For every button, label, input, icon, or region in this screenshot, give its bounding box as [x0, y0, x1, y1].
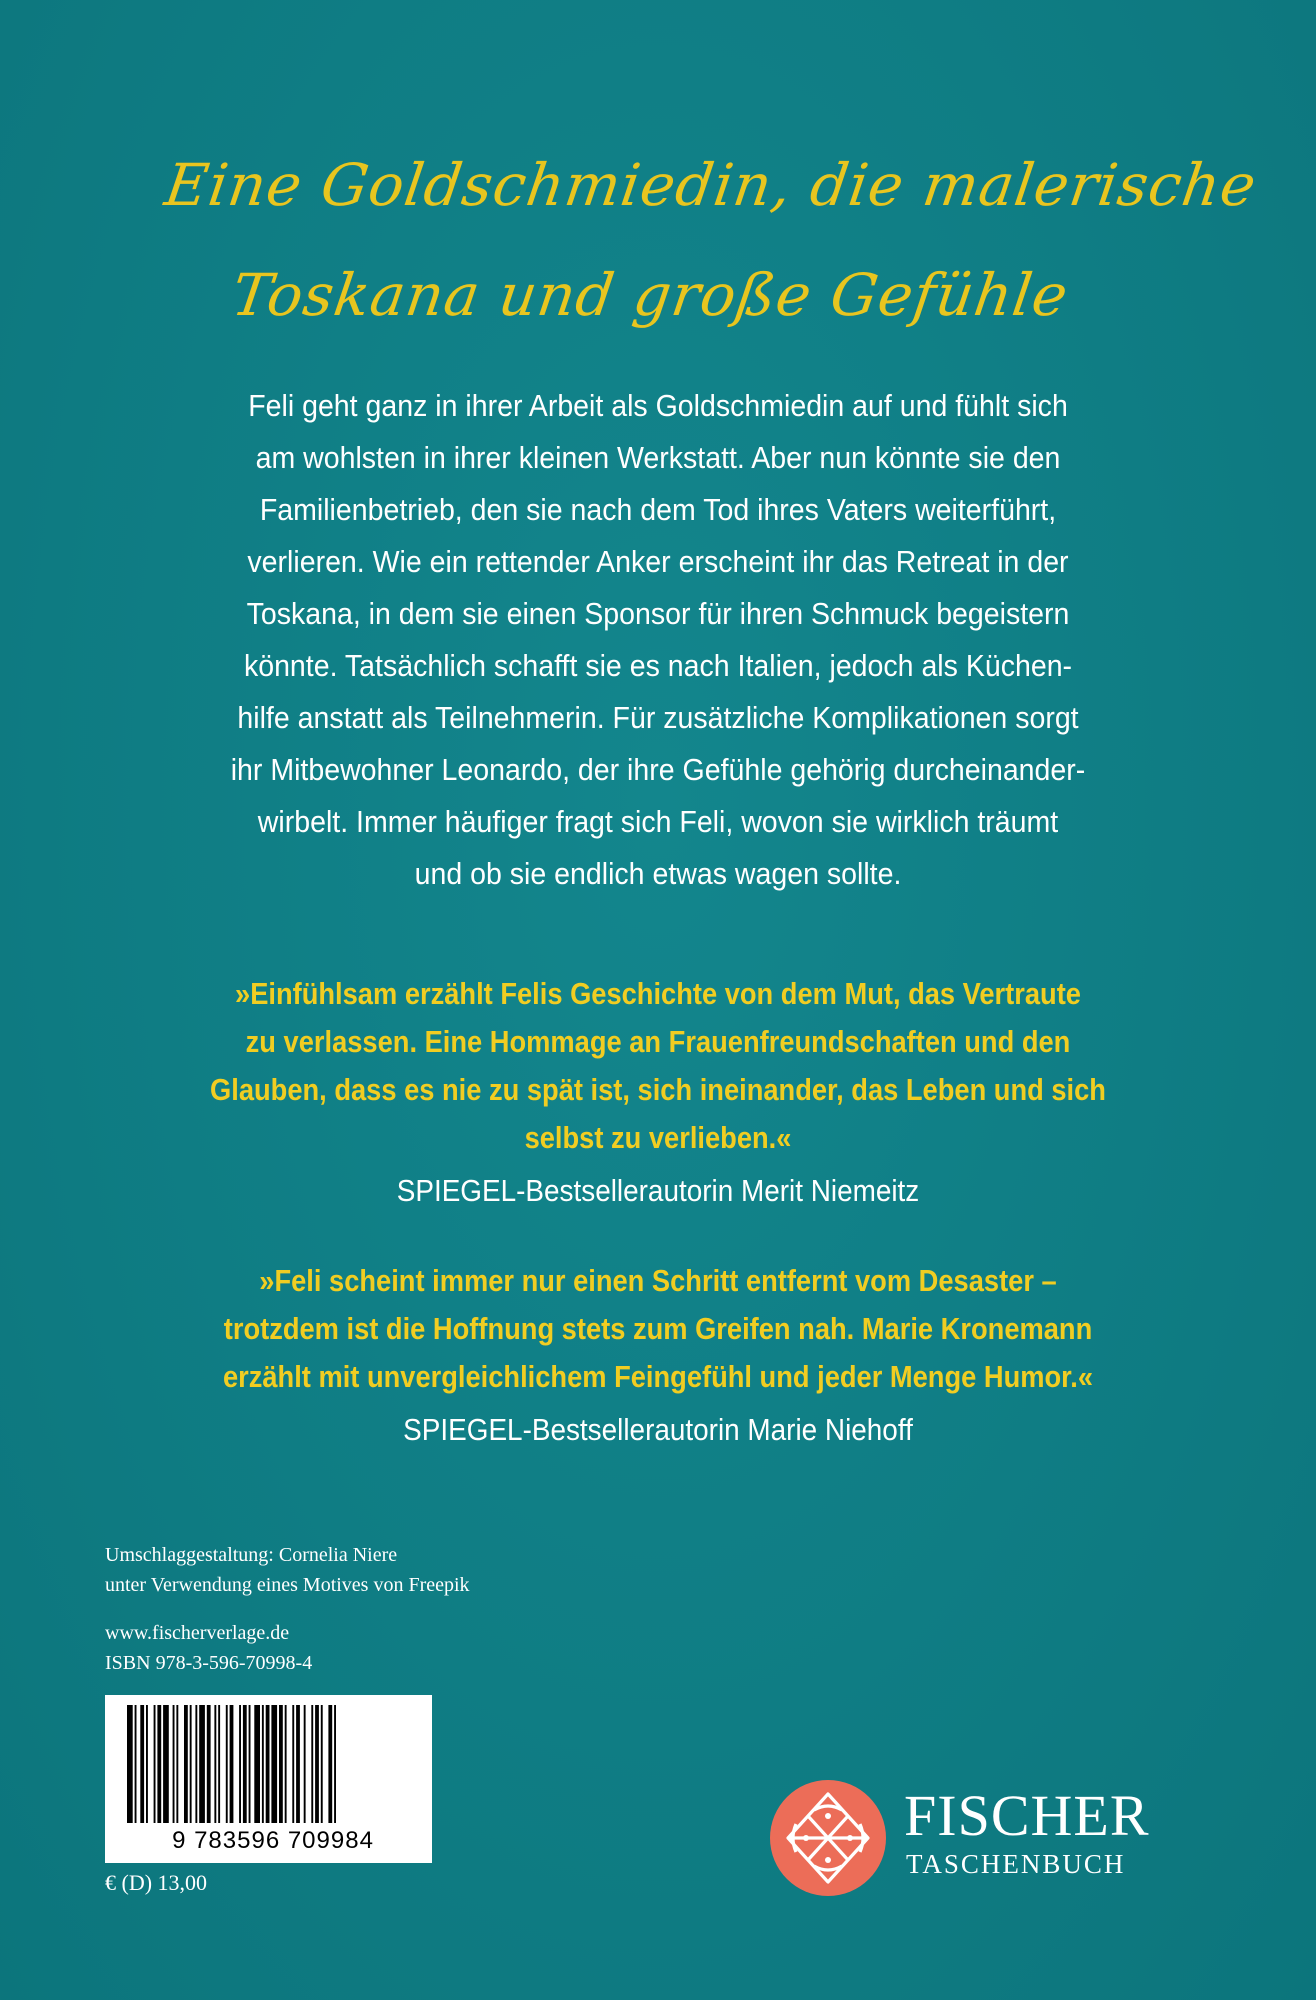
blurb-line: könnte. Tatsächlich schafft sie es nach Italien, jedoch als Küchen- [243, 648, 1073, 683]
barcode-bar [226, 1705, 228, 1823]
barcode-bar [254, 1705, 260, 1823]
headline-line: Toskana und große Gefühle [227, 261, 1073, 329]
barcode-bar [296, 1705, 300, 1823]
barcode-bar [135, 1705, 137, 1823]
barcode-bar [262, 1705, 264, 1823]
barcode-bar [154, 1705, 156, 1823]
barcode [105, 1695, 432, 1863]
barcode-bar [239, 1705, 241, 1823]
barcode-bar [176, 1705, 178, 1823]
headline-line: Eine Goldschmiedin, die malerische [160, 151, 1261, 219]
quote-line: Glauben, dass es nie zu spät ist, sich ineinander, das Leben und sich [210, 1072, 1106, 1107]
credits [105, 1540, 470, 1678]
isbn: ISBN 978-3-596-70998-4 [105, 1652, 313, 1674]
quote-line: erzählt mit unvergleichlichem Feingefühl und jeder Menge Humor.« [222, 1359, 1094, 1394]
barcode-bar [249, 1705, 251, 1823]
barcode-bar [173, 1705, 175, 1823]
blurb [190, 380, 1126, 900]
barcode-bar [285, 1705, 287, 1823]
barcode-bar [315, 1705, 319, 1823]
publisher-name: FISCHER [904, 1783, 1150, 1848]
cover-design-credit: Umschlaggestaltung: Cornelia Niere [105, 1544, 398, 1566]
blurb-line: Feli geht ganz in ihrer Arbeit als Goldschmiedin auf und fühlt sich [248, 388, 1068, 423]
blurb-line: am wohlsten in ihrer kleinen Werkstatt. Aber nun könnte sie den [255, 440, 1061, 475]
blurb-line: hilfe anstatt als Teilnehmerin. Für zusätzliche Komplikationen sorgt [237, 700, 1079, 735]
publisher-imprint: TASCHENBUCH [906, 1849, 1126, 1879]
price: € (D) 13,00 [105, 1870, 208, 1895]
barcode-bar [334, 1705, 336, 1823]
barcode-bar [163, 1705, 169, 1823]
quote-attribution: SPIEGEL-Bestsellerautorin Marie Niehoff [403, 1412, 913, 1447]
barcode-bar [218, 1705, 220, 1823]
barcode-bar [292, 1705, 294, 1823]
barcode-bar [328, 1705, 332, 1823]
blurb-line: ihr Mitbewohner Leonardo, der ihre Gefühle gehörig durcheinander- [230, 752, 1086, 787]
barcode-bar [321, 1705, 323, 1823]
publisher-logo [770, 1780, 1210, 1898]
fish-logo-icon [770, 1780, 886, 1896]
barcode-bar [266, 1705, 270, 1823]
barcode-bar [146, 1705, 148, 1823]
barcode-bar [157, 1705, 161, 1823]
barcode-bar [195, 1705, 197, 1823]
cover-motif-credit: unter Verwendung eines Motives von Freepik [105, 1574, 470, 1596]
barcode-bar [230, 1705, 234, 1823]
blurb-line: Toskana, in dem sie einen Sponsor für ihren Schmuck begeistern [246, 596, 1070, 631]
barcode-bar [279, 1705, 283, 1823]
barcode-bar [214, 1705, 216, 1823]
quote-line: »Einfühlsam erzählt Felis Geschichte von dem Mut, das Vertraute [235, 976, 1081, 1011]
barcode-bar [304, 1705, 306, 1823]
barcode-bar [243, 1705, 247, 1823]
barcode-bar [127, 1705, 133, 1823]
quote-attribution: SPIEGEL-Bestsellerautorin Merit Niemeitz [396, 1173, 920, 1208]
quote-line: trotzdem ist die Hoffnung stets zum Greifen nah. Marie Kronemann [223, 1311, 1093, 1346]
barcode-bar [207, 1705, 211, 1823]
barcode-bar [311, 1705, 313, 1823]
publisher-website: www.fischerverlage.de [105, 1622, 290, 1644]
blurb-line: Familienbetrieb, den sie nach dem Tod ihres Vaters weiterführt, [259, 492, 1057, 527]
blurb-line: wirbelt. Immer häufiger fragt sich Feli, wovon sie wirklich träumt [257, 804, 1059, 839]
quote-line: zu verlassen. Eine Hommage an Frauenfreundschaften und den [245, 1024, 1071, 1059]
review-quote [120, 1257, 1196, 1455]
headline [143, 130, 1261, 350]
barcode-bar [199, 1705, 205, 1823]
review-quote [120, 970, 1196, 1216]
quote-line: selbst zu verlieben.« [524, 1120, 792, 1155]
barcode-digits: 9 783596 709984 [172, 1827, 374, 1854]
barcode-bar [184, 1705, 188, 1823]
barcode-bar [271, 1705, 277, 1823]
blurb-line: verlieren. Wie ein rettender Anker erscheint ihr das Retreat in der [247, 544, 1069, 579]
quote-line: »Feli scheint immer nur einen Schritt entfernt vom Desaster – [259, 1263, 1057, 1298]
barcode-bar [190, 1705, 192, 1823]
blurb-line: und ob sie endlich etwas wagen sollte. [414, 856, 902, 891]
barcode-bar [140, 1705, 144, 1823]
